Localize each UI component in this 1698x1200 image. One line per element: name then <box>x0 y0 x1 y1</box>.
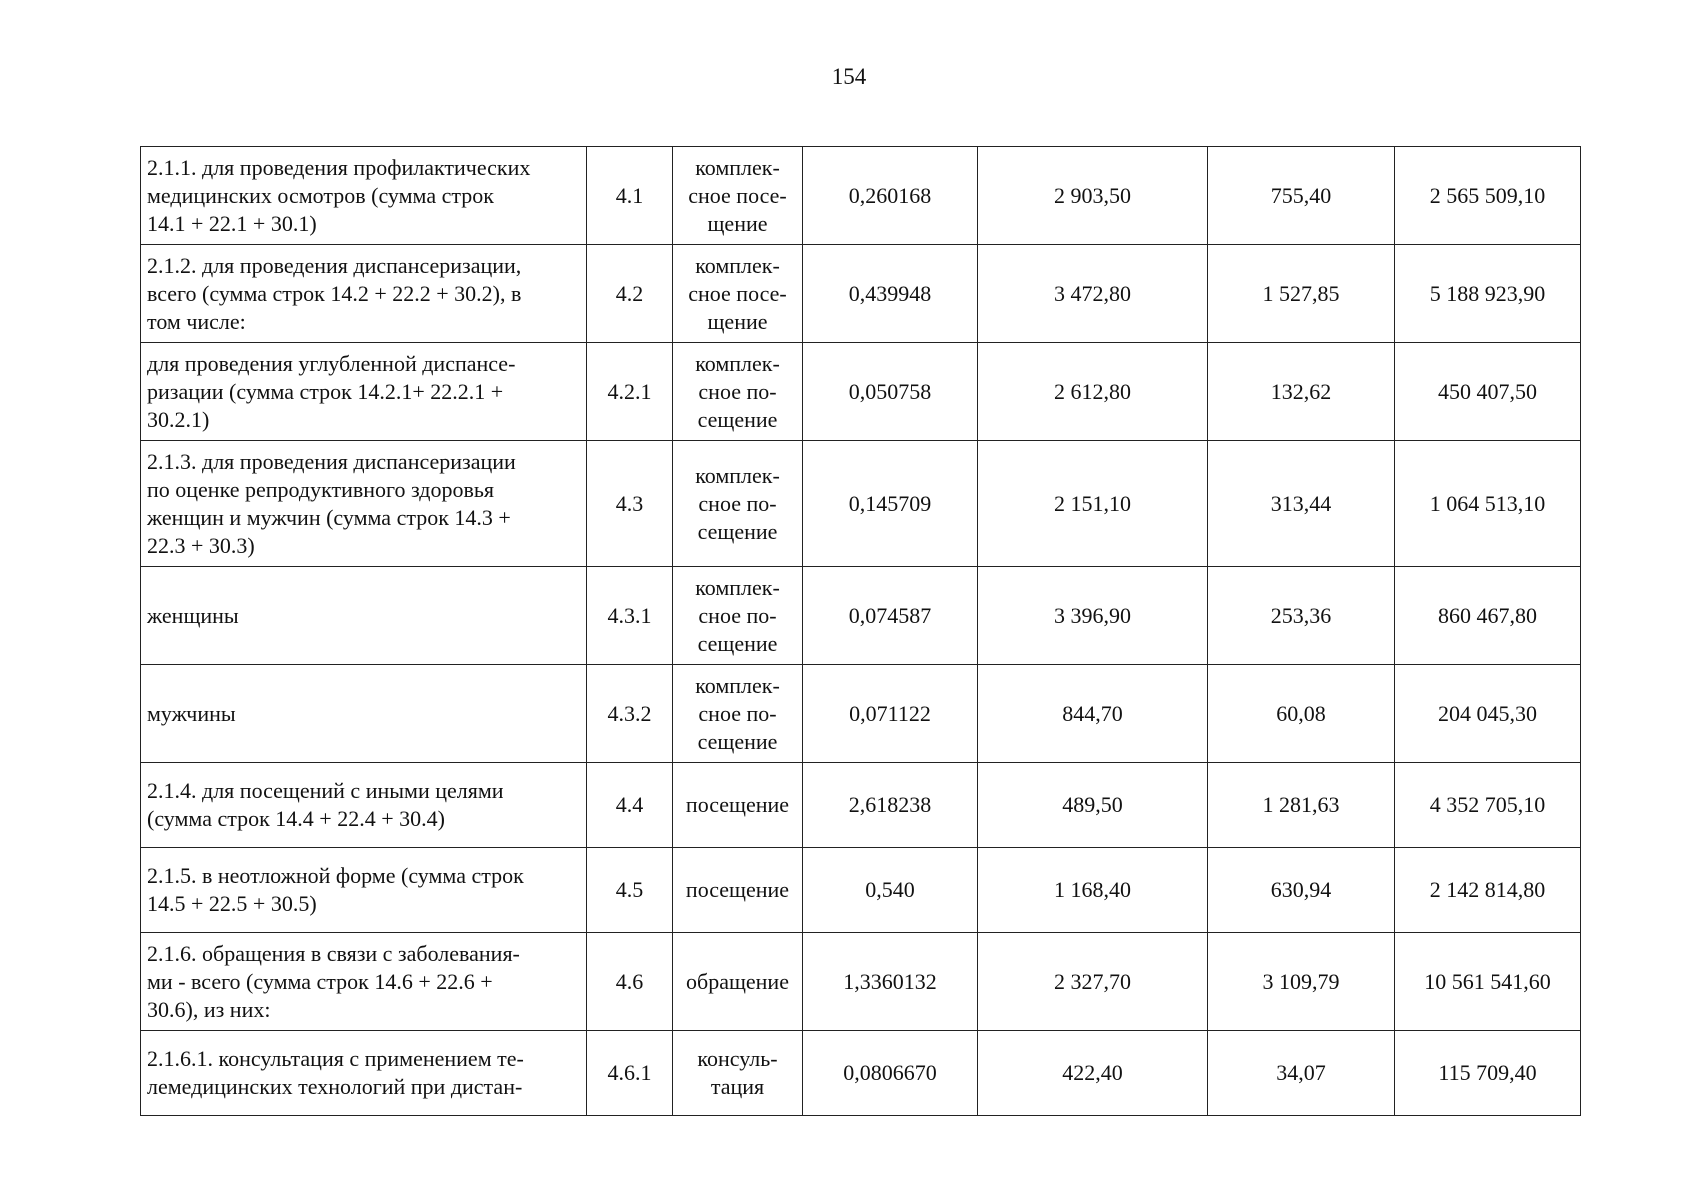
row-value-2: 422,40 <box>978 1031 1208 1116</box>
row-value-4: 2 142 814,80 <box>1395 848 1581 933</box>
row-value-1: 0,074587 <box>803 567 978 665</box>
row-unit: посещение <box>673 848 803 933</box>
row-value-3: 132,62 <box>1208 343 1395 441</box>
row-unit: консуль- тация <box>673 1031 803 1116</box>
row-code: 4.5 <box>587 848 673 933</box>
row-name: 2.1.6.1. консультация с применением те- лемедицинских технологий при дистан- <box>141 1031 587 1116</box>
row-unit: обращение <box>673 933 803 1031</box>
row-value-3: 253,36 <box>1208 567 1395 665</box>
row-name: 2.1.4. для посещений с иными целями (сумма строк 14.4 + 22.4 + 30.4) <box>141 763 587 848</box>
table-row <box>141 147 1581 245</box>
row-value-2: 489,50 <box>978 763 1208 848</box>
row-value-3: 3 109,79 <box>1208 933 1395 1031</box>
row-name: женщины <box>141 567 587 665</box>
table-row <box>141 245 1581 343</box>
row-unit: комплек- сное посе- щение <box>673 147 803 245</box>
data-table <box>140 146 1581 1116</box>
row-value-4: 1 064 513,10 <box>1395 441 1581 567</box>
row-value-2: 844,70 <box>978 665 1208 763</box>
row-name: 2.1.5. в неотложной форме (сумма строк 14.5 + 22.5 + 30.5) <box>141 848 587 933</box>
row-value-3: 313,44 <box>1208 441 1395 567</box>
row-value-4: 5 188 923,90 <box>1395 245 1581 343</box>
table-row <box>141 1031 1581 1116</box>
row-name: 2.1.6. обращения в связи с заболевания- ми - всего (сумма строк 14.6 + 22.6 + 30.6), из них: <box>141 933 587 1031</box>
row-value-2: 2 327,70 <box>978 933 1208 1031</box>
row-name: мужчины <box>141 665 587 763</box>
row-code: 4.1 <box>587 147 673 245</box>
row-unit: комплек- сное по- сещение <box>673 665 803 763</box>
row-value-3: 60,08 <box>1208 665 1395 763</box>
row-value-4: 4 352 705,10 <box>1395 763 1581 848</box>
row-value-3: 1 527,85 <box>1208 245 1395 343</box>
row-code: 4.2.1 <box>587 343 673 441</box>
row-value-1: 2,618238 <box>803 763 978 848</box>
row-value-4: 115 709,40 <box>1395 1031 1581 1116</box>
row-value-2: 3 472,80 <box>978 245 1208 343</box>
row-value-3: 1 281,63 <box>1208 763 1395 848</box>
table-row <box>141 567 1581 665</box>
row-value-2: 2 151,10 <box>978 441 1208 567</box>
row-unit: комплек- сное посе- щение <box>673 245 803 343</box>
row-unit: комплек- сное по- сещение <box>673 441 803 567</box>
table-row <box>141 343 1581 441</box>
row-value-4: 860 467,80 <box>1395 567 1581 665</box>
row-value-1: 0,439948 <box>803 245 978 343</box>
row-value-2: 2 612,80 <box>978 343 1208 441</box>
row-code: 4.3.1 <box>587 567 673 665</box>
row-code: 4.2 <box>587 245 673 343</box>
row-value-2: 1 168,40 <box>978 848 1208 933</box>
row-code: 4.3.2 <box>587 665 673 763</box>
table-row <box>141 763 1581 848</box>
row-code: 4.6.1 <box>587 1031 673 1116</box>
row-name: 2.1.2. для проведения диспансеризации, всего (сумма строк 14.2 + 22.2 + 30.2), в том числе: <box>141 245 587 343</box>
row-name: 2.1.3. для проведения диспансеризации по оценке репродуктивного здоровья женщин и мужчин (сумма строк 14.3 + 22.3 + 30.3) <box>141 441 587 567</box>
row-value-3: 630,94 <box>1208 848 1395 933</box>
row-value-1: 0,260168 <box>803 147 978 245</box>
row-unit: комплек- сное по- сещение <box>673 567 803 665</box>
row-code: 4.3 <box>587 441 673 567</box>
row-value-1: 0,071122 <box>803 665 978 763</box>
row-value-3: 755,40 <box>1208 147 1395 245</box>
row-value-1: 0,145709 <box>803 441 978 567</box>
row-name: 2.1.1. для проведения профилактических медицинских осмотров (сумма строк 14.1 + 22.1 + 30.1) <box>141 147 587 245</box>
page-number: 154 <box>831 64 867 89</box>
row-unit: посещение <box>673 763 803 848</box>
row-value-2: 3 396,90 <box>978 567 1208 665</box>
row-value-4: 450 407,50 <box>1395 343 1581 441</box>
row-value-2: 2 903,50 <box>978 147 1208 245</box>
row-unit: комплек- сное по- сещение <box>673 343 803 441</box>
table-row <box>141 441 1581 567</box>
row-value-1: 1,3360132 <box>803 933 978 1031</box>
table-row <box>141 665 1581 763</box>
row-value-4: 10 561 541,60 <box>1395 933 1581 1031</box>
row-code: 4.4 <box>587 763 673 848</box>
row-value-3: 34,07 <box>1208 1031 1395 1116</box>
row-value-1: 0,540 <box>803 848 978 933</box>
row-value-4: 2 565 509,10 <box>1395 147 1581 245</box>
table-row <box>141 933 1581 1031</box>
row-value-4: 204 045,30 <box>1395 665 1581 763</box>
table-row <box>141 848 1581 933</box>
row-value-1: 0,050758 <box>803 343 978 441</box>
row-value-1: 0,0806670 <box>803 1031 978 1116</box>
row-name: для проведения углубленной диспансе- ризации (сумма строк 14.2.1+ 22.2.1 + 30.2.1) <box>141 343 587 441</box>
row-code: 4.6 <box>587 933 673 1031</box>
